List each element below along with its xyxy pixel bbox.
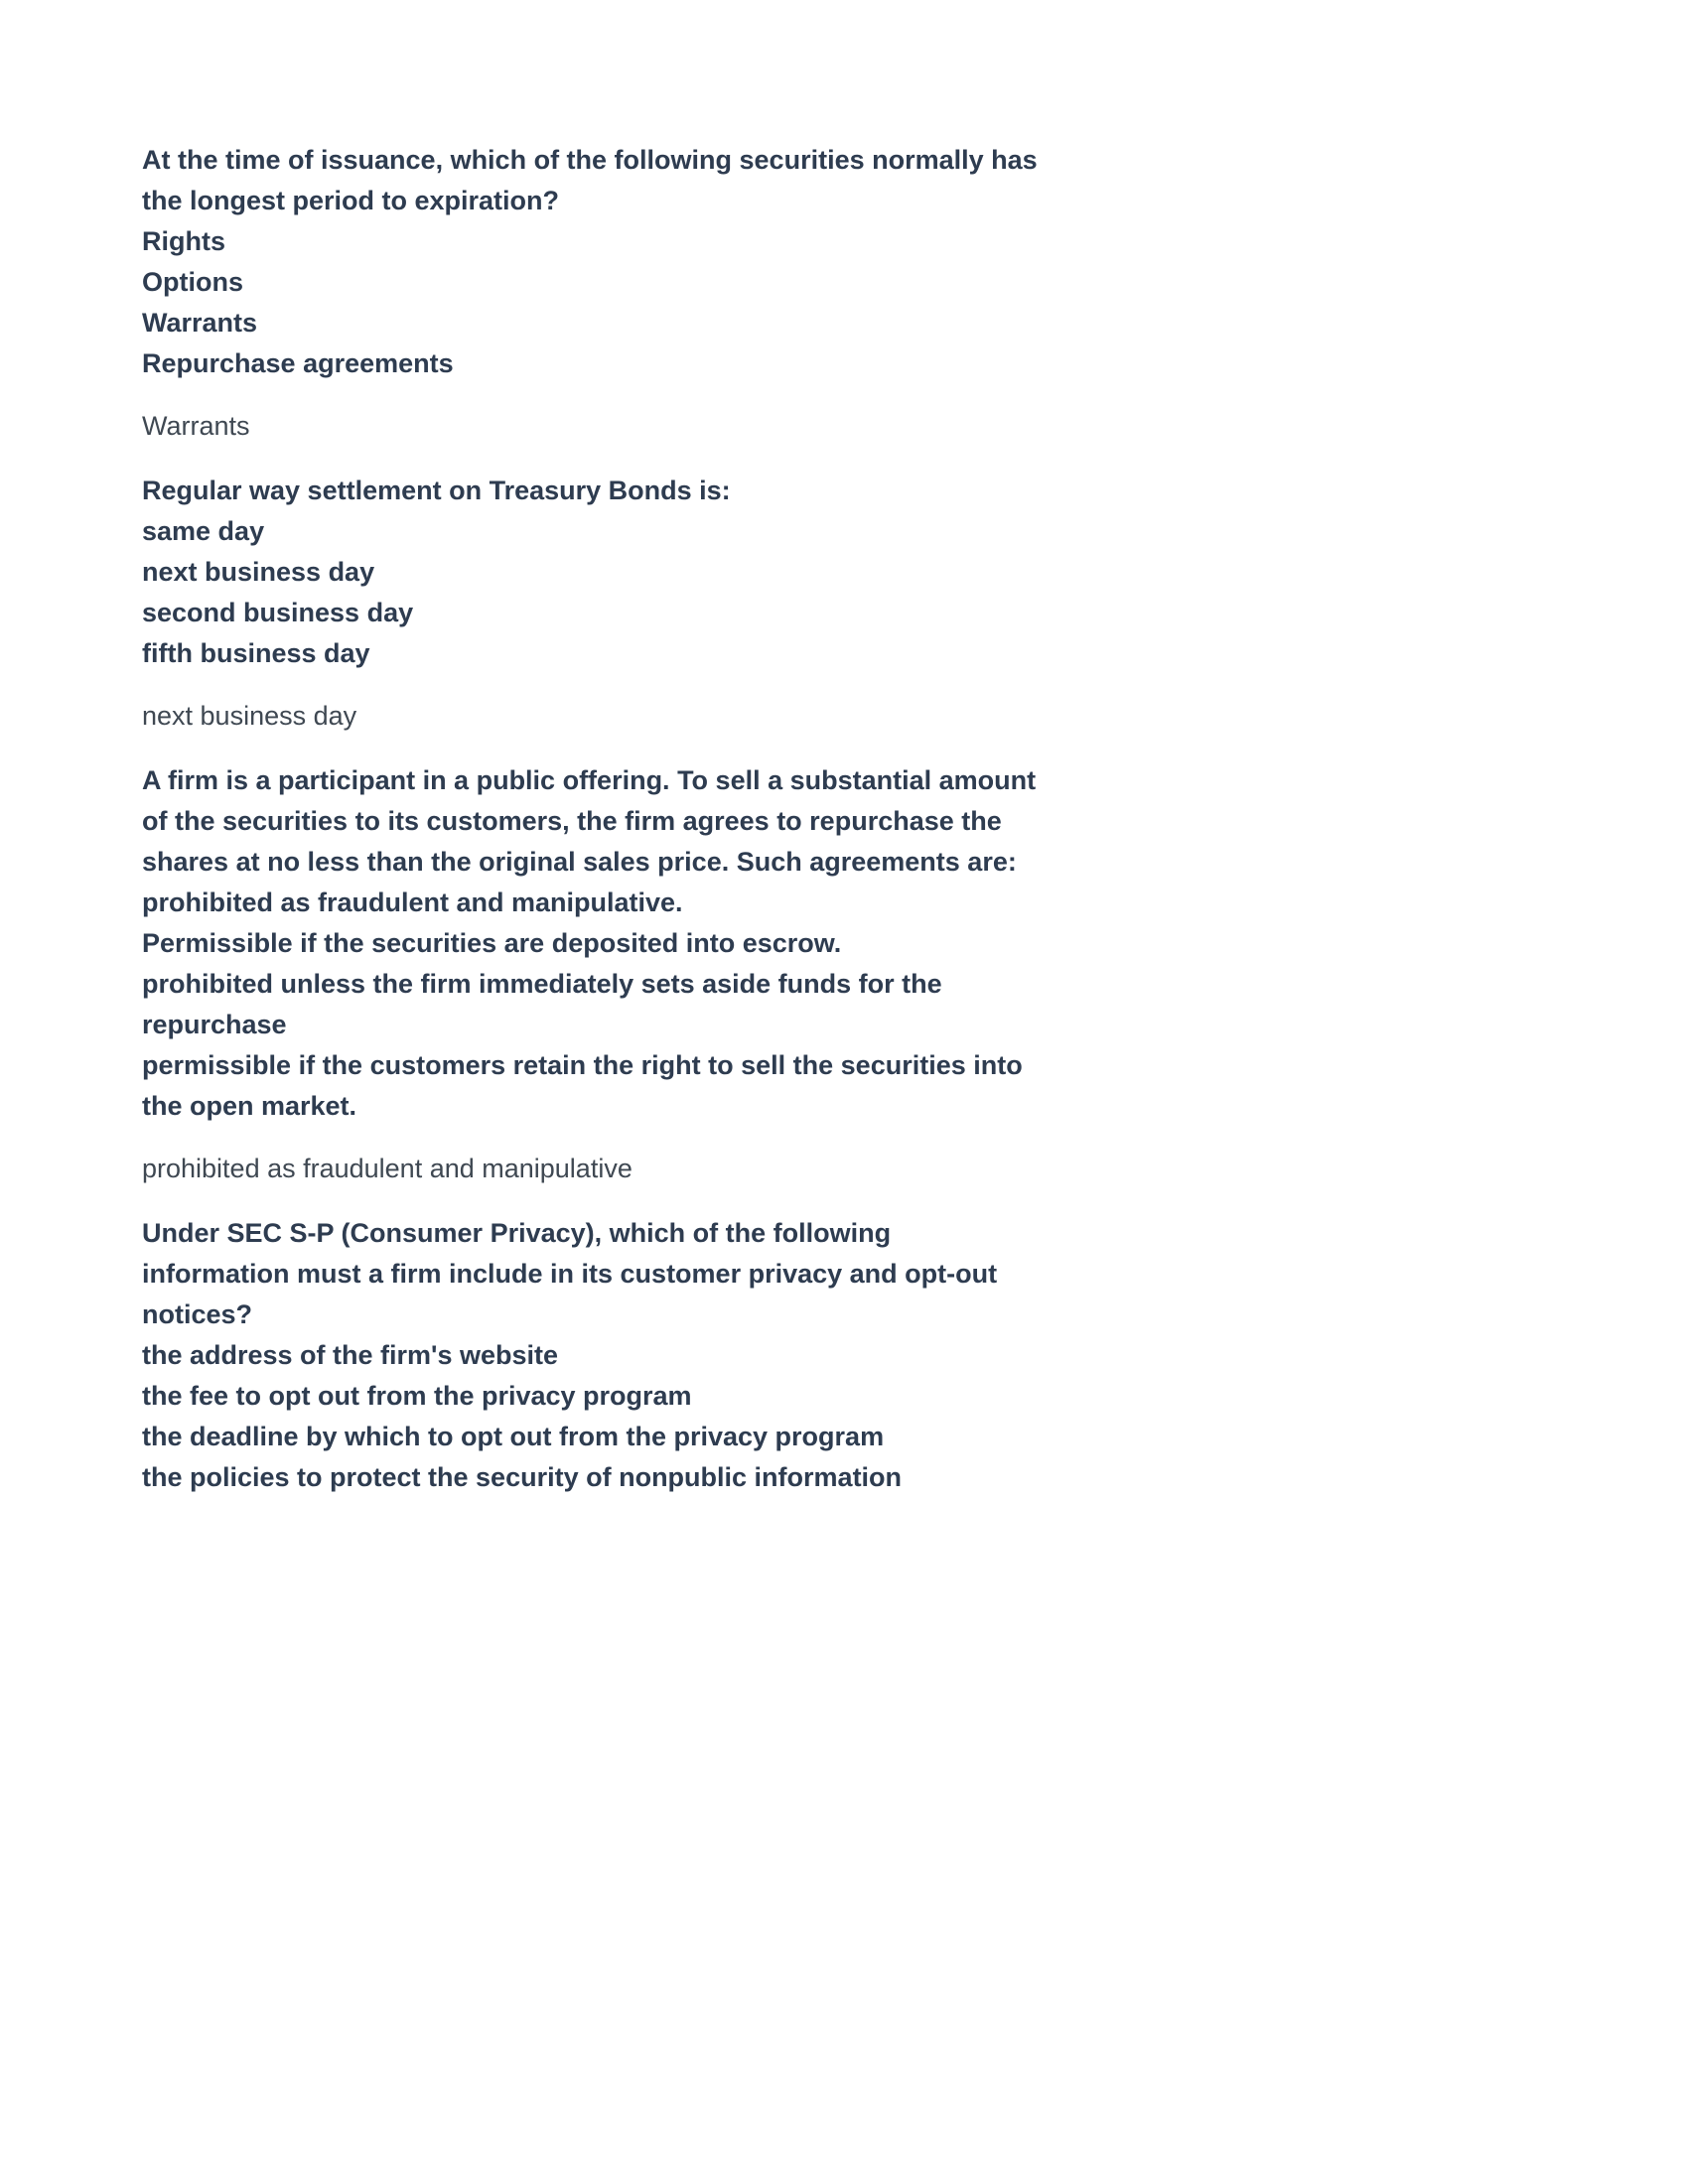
choice-line: Repurchase agreements <box>142 348 454 378</box>
choice-line: the policies to protect the security of nonpublic information <box>142 1462 903 1492</box>
choice-line: permissible if the customers retain the right to sell the securities into the open market. <box>142 1050 1023 1121</box>
question-text: Under SEC S-P (Consumer Privacy), which of the following information must a firm include in its customer privacy and opt-out notices? <box>142 1218 998 1329</box>
question-group <box>142 1213 1046 1498</box>
choice-line: next business day <box>142 557 375 587</box>
question-text: A firm is a participant in a public offering. To sell a substantial amount of the securities to its customers, the firm agrees to repurchase the shares at no less than the original sales price. Such agreements are: <box>142 765 1037 877</box>
choice-line: Options <box>142 267 243 297</box>
question-group <box>142 140 1046 384</box>
question-group <box>142 471 1046 674</box>
qa-block <box>142 140 1046 447</box>
choice-line: Rights <box>142 226 225 256</box>
choice-line: second business day <box>142 598 414 627</box>
question-text: At the time of issuance, which of the following securities normally has the longest period to expiration? <box>142 145 1038 215</box>
question-text: Regular way settlement on Treasury Bonds is: <box>142 476 731 505</box>
choice-line: fifth business day <box>142 638 370 668</box>
choice-line: the deadline by which to opt out from the privacy program <box>142 1422 885 1451</box>
qa-block <box>142 760 1046 1189</box>
choice-line: Permissible if the securities are deposited into escrow. <box>142 928 842 958</box>
answer-text: prohibited as fraudulent and manipulative <box>142 1154 633 1183</box>
question-group <box>142 760 1046 1127</box>
choice-line: same day <box>142 516 265 546</box>
choice-line: prohibited as fraudulent and manipulative. <box>142 887 683 917</box>
qa-block <box>142 1213 1046 1498</box>
choice-line: prohibited unless the firm immediately sets aside funds for the repurchase <box>142 969 942 1039</box>
qa-block <box>142 471 1046 737</box>
answer-text: next business day <box>142 701 357 731</box>
choice-line: the address of the firm's website <box>142 1340 559 1370</box>
choice-line: the fee to opt out from the privacy program <box>142 1381 692 1411</box>
choice-line: Warrants <box>142 308 258 338</box>
answer-text: Warrants <box>142 411 250 441</box>
